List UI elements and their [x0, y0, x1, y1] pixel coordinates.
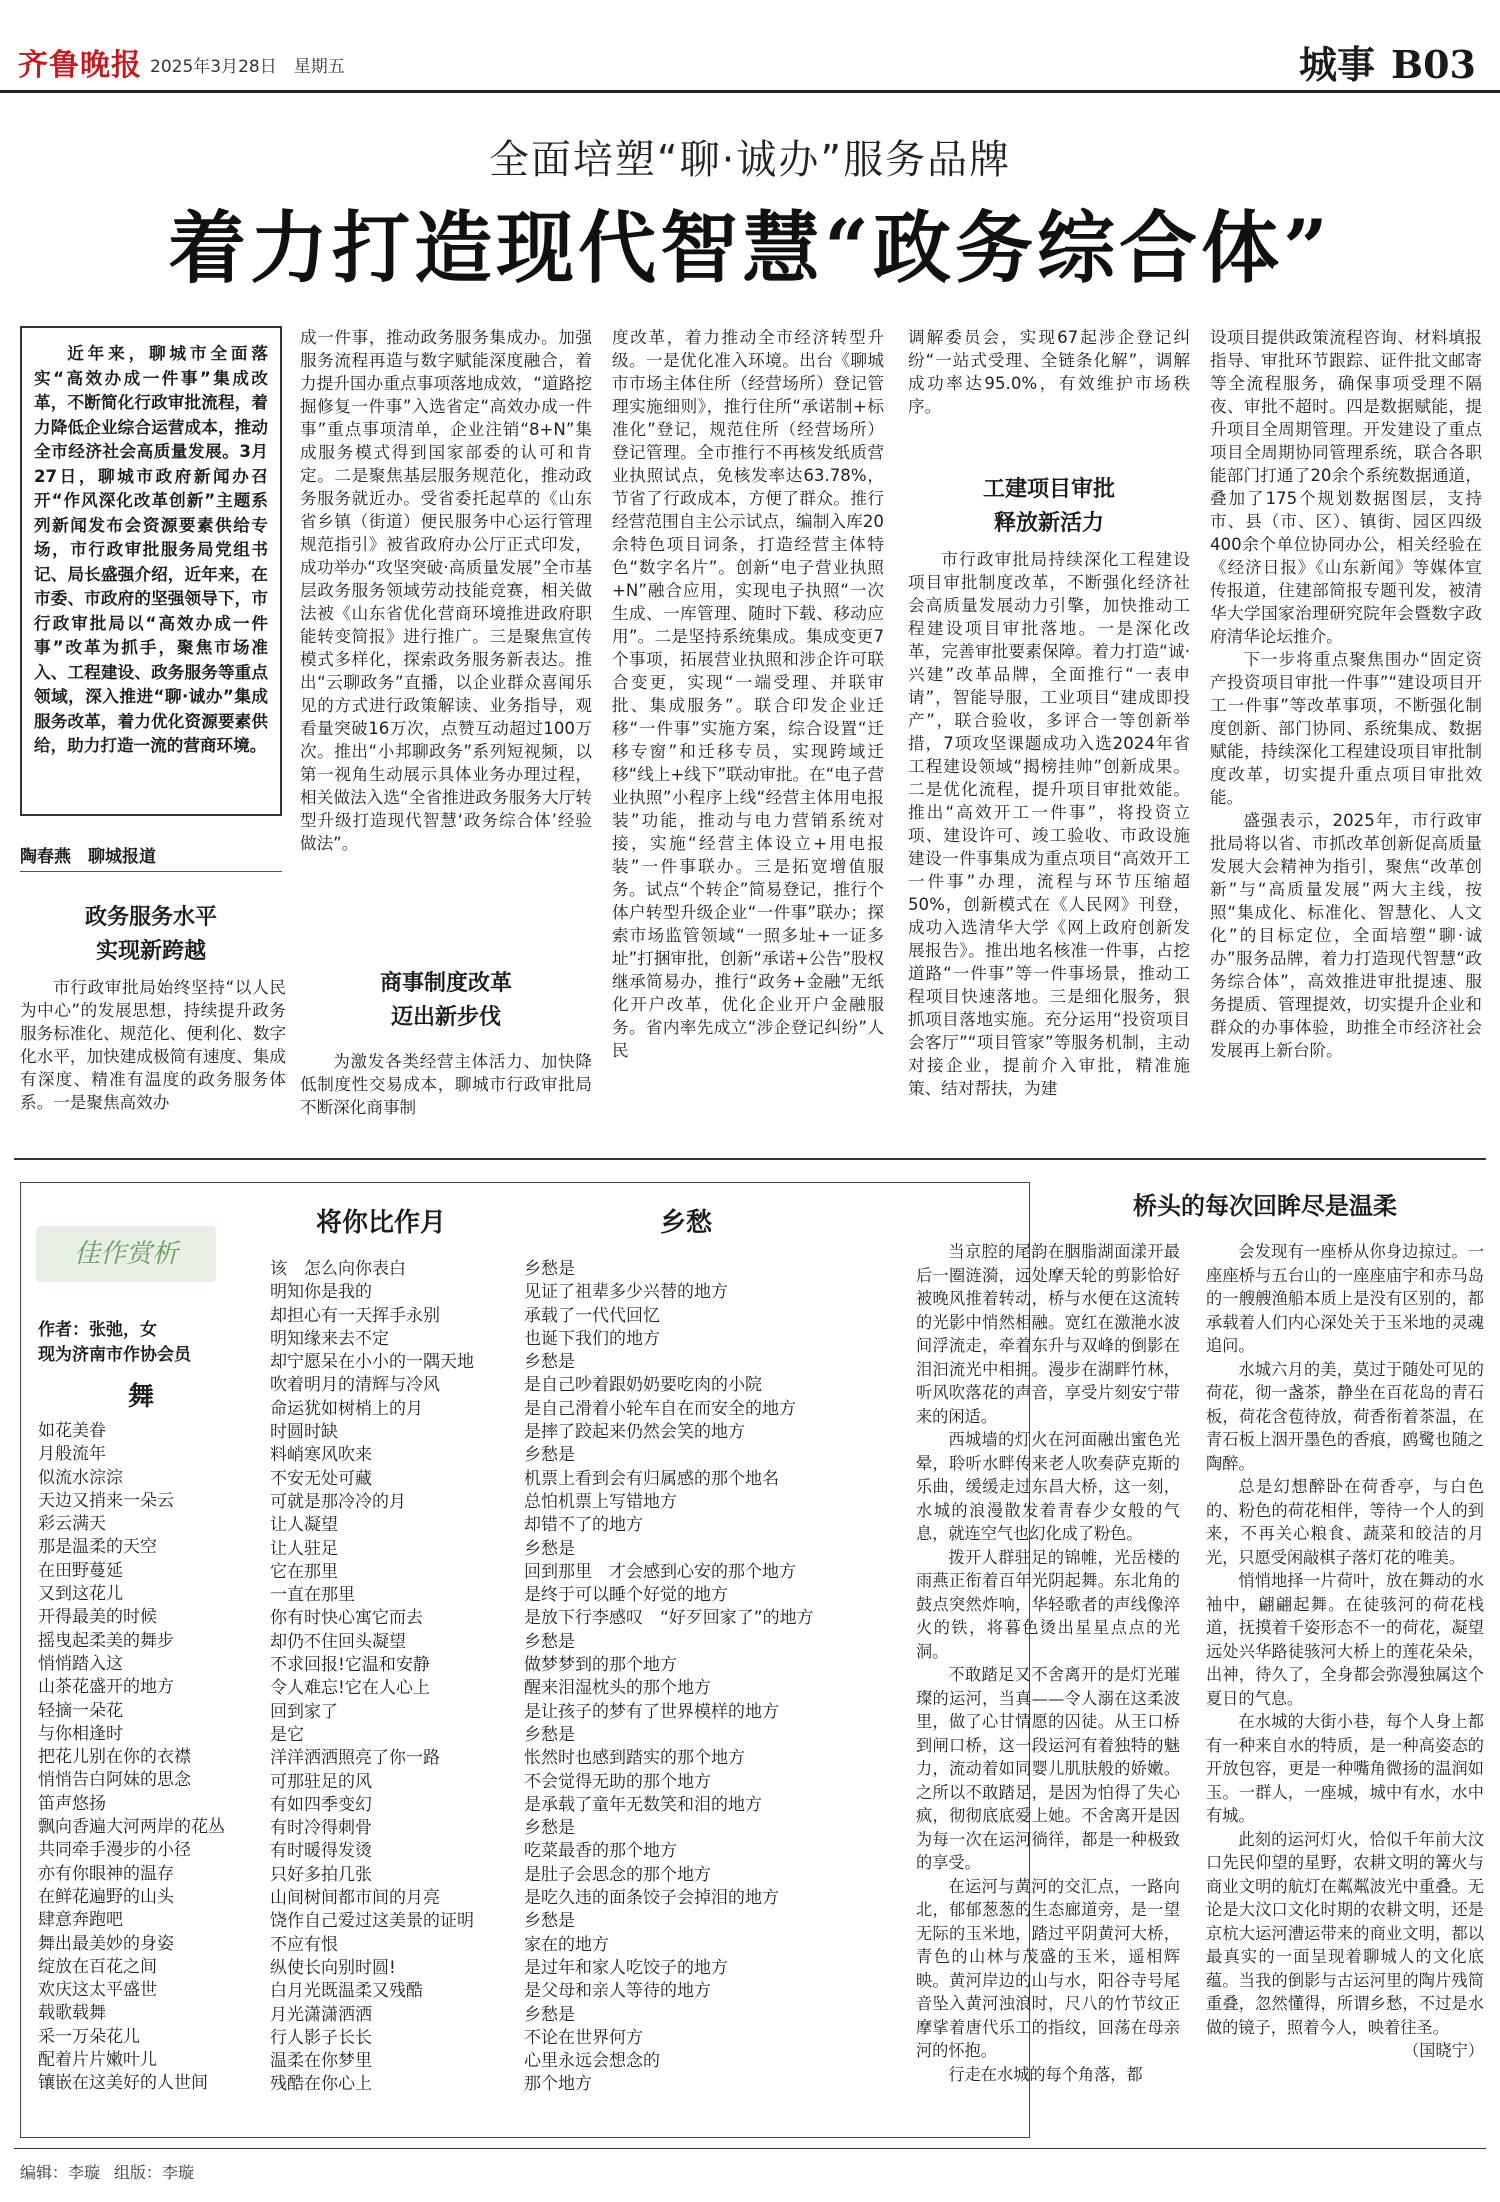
poem-line: 是吃久违的面条饺子会掉泪的地方 — [524, 1888, 779, 1909]
poem-line: 天边又捎来一朵云 — [38, 1490, 174, 1511]
article-column-3 — [612, 326, 884, 1062]
poem-line: 乡愁是 — [524, 1445, 575, 1466]
poem-line: 似流水淙淙 — [38, 1467, 123, 1488]
poem-line: 把花儿别在你的衣襟 — [38, 1747, 191, 1768]
poem-line: 怅然时也感到踏实的那个地方 — [524, 1748, 745, 1769]
article-subtitle: 全面培塑“聊·诚办”服务品牌 — [488, 137, 1012, 183]
poem-line: 明知你是我的 — [270, 1282, 372, 1303]
poem-line: 让人凝望 — [270, 1515, 338, 1536]
paragraph: 会发现有一座桥从你身边掠过。一座座桥与五台山的一座座庙宇和赤马岛的一艘艘渔船本质上是没有区别的，都承载着人们内心深处关于玉米地的灵魂追问。 — [1206, 1242, 1484, 1355]
paragraph: 当京腔的尾韵在胭脂湖面漾开最后一圈涟漪，远处摩天轮的剪影恰好被晚风推着转动，桥与水便在这流转的光影中悄然相融。宽红在激滟水波间浮流走，牵着东升与双峰的倒影在泪汩流光中相拥。漫步在湖畔竹林，听风吹落花的声音，享受片刻安宁带来的闲适。 — [916, 1242, 1180, 1426]
essay-author: （国晓宁） — [1403, 2041, 1484, 2060]
poem-line: 月光潇潇洒洒 — [270, 2004, 372, 2025]
poem-line: 又到这花儿 — [38, 1584, 123, 1605]
article-column-5 — [1210, 326, 1482, 1062]
poem-line: 共同牵手漫步的小径 — [38, 1840, 191, 1861]
poem-line: 乡愁是 — [524, 1818, 575, 1839]
poem-line: 有时冷得刺骨 — [270, 1818, 372, 1839]
poem-line: 山间树间都市间的月亮 — [270, 1888, 440, 1909]
subheading-construction: 工建项目审批 释放新活力 — [982, 476, 1115, 536]
poem-line: 总怕机票上写错地方 — [524, 1491, 677, 1512]
poem-line: 见证了祖辈多少兴替的地方 — [524, 1282, 728, 1303]
poem-line: 时圆时缺 — [270, 1422, 338, 1443]
poem-line: 在鲜花遍野的山头 — [38, 1886, 174, 1907]
poem-line: 是让孩子的梦有了世界模样的地方 — [524, 1701, 779, 1722]
paragraph: 在水城的大街小巷，每个人身上都有一种来自水的特质，是一种高姿态的开放包容，更是一种嘴角微扬的温润如玉。一群人，一座城，城中有水，水中有城。 — [1206, 1712, 1484, 1825]
page-number: B03 — [1391, 42, 1476, 87]
poem-dance — [38, 1420, 278, 2096]
poem-line: 是终于可以睡个好觉的地方 — [524, 1585, 728, 1606]
poem-line: 却宁愿呆在小小的一隅天地 — [270, 1352, 474, 1373]
poem-line: 明知缘来去不定 — [270, 1328, 389, 1349]
poem-line: 配着片片嫩叶儿 — [38, 2050, 157, 2071]
poem-line: 载歌载舞 — [38, 2003, 106, 2024]
essay-title: 桥头的每次回眸尽是温柔 — [1133, 1191, 1397, 1220]
poem-line: 亦有你眼神的温存 — [38, 1863, 174, 1884]
poem-line: 命运犹如树梢上的月 — [270, 1398, 423, 1419]
poem-line: 那个地方 — [524, 2074, 592, 2095]
paragraph: 在运河与黄河的交汇点，一路向北，郁郁葱葱的生态廊道旁，是一望无际的玉米地，踏过平阴黄河大桥，青色的山林与茂盛的玉米，遥相辉映。黄河岸边的山与水，阳谷寺号尾音坠入黄河浊浪时，尺八的竹节纹正摩挲着唐代乐工的指纹，回荡在母亲河的怀抱。 — [916, 1876, 1180, 2060]
poem-line: 只好多拍几张 — [270, 1864, 372, 1885]
subheading-commerce: 商事制度改革 迈出新步伐 — [379, 970, 512, 1030]
poem-line: 月般流年 — [38, 1444, 106, 1465]
poem-moon — [270, 1258, 500, 2097]
poem-line: 乡愁是 — [524, 1631, 575, 1652]
paragraph: 市行政审批局始终坚持“以人民为中心”的发展思想，持续提升政务服务标准化、规范化、便利化、数字化水平，加快建成极简有速度、集成有深度、精准有温度的政务服务体系。一是聚焦高效办 — [20, 978, 286, 1112]
poem-line: 不会觉得无助的那个地方 — [524, 1771, 711, 1792]
poem-line: 却错不了的地方 — [524, 1515, 643, 1536]
poem-line: 你有时快心寓它而去 — [270, 1608, 423, 1629]
paragraph: 此刻的运河灯火，恰似千年前大汶口先民仰望的星野，农耕文明的篝火与商业文明的航灯在粼粼波光中重叠。无论是大汶口文化时期的农耕文明，还是京杭大运河漕运带来的商业文明，都以最真实的一面呈现着聊城人的文化底蕴。当我的倒影与古运河里的陶片残简重叠，忽然懂得，所谓乡愁，不过是水做的镜子，照着今人，映着往圣。 — [1206, 1829, 1484, 2037]
paragraph: 成一件事，推动政务服务集成办。加强服务流程再造与数字赋能深度融合，着力提升国办重点事项落地成效，“道路挖掘修复一件事”入选省定“高效办成一件事”重点事项清单，企业注销“8+N”集成服务模式得到国家部委的认可和肯定。二是聚焦基层服务规范化，推动政务服务就近办。受省委托起草的《山东省乡镇（街道）便民服务中心运行管理规范指引》被省政府办公厅正式印发，成功举办“攻坚突破·高质量发展”全市基层政务服务领域劳动技能竞赛，相关做法被《山东省优化营商环境推进政府职能转变简报》进行推广。三是聚焦宣传模式多样化，探索政务服务新表达。推出“云聊政务”直播，以企业群众喜闻乐见的方式进行政策解读、业务指导，观看量突破16万次，点赞互动超过100万次。推出“小邦聊政务”系列短视频，以第一视角生动展示具体业务办理过程，相关做法入选“全省推进政务服务大厅转型升级打造现代智慧‘政务综合体’经验做法”。 — [300, 328, 592, 853]
poem-line: 不应有恨 — [270, 1934, 338, 1955]
poem-line: 乡愁是 — [524, 1352, 575, 1373]
article-column-4 — [908, 326, 1190, 418]
article-headline: 着力打造现代智慧“政务综合体” — [168, 203, 1332, 294]
poem-line: 是承载了童年无数笑和泪的地方 — [524, 1794, 762, 1815]
poem-line: 是肚子会思念的那个地方 — [524, 1864, 711, 1885]
poem-line: 家在的地方 — [524, 1934, 609, 1955]
poem-line: 回到那里 才会感到心安的那个地方 — [524, 1561, 796, 1582]
poem-line: 是父母和亲人等待的地方 — [524, 1981, 711, 2002]
poem-line: 笛声悠扬 — [38, 1793, 106, 1814]
poem-line: 不安无处可藏 — [270, 1468, 372, 1489]
poem-line: 吹着明月的清辉与冷风 — [270, 1375, 440, 1396]
poem-line: 机票上看到会有归属感的那个地名 — [524, 1468, 779, 1489]
poem-homesick — [524, 1258, 854, 2097]
poem-line: 做梦梦到的那个地方 — [524, 1655, 677, 1676]
poem-title-homesick: 乡愁 — [660, 1208, 713, 1238]
poem-line: 采一万朵花儿 — [38, 2026, 140, 2047]
section-label — [1283, 34, 1476, 89]
poem-line: 乡愁是 — [524, 1724, 575, 1745]
poem-line: 摇曳起柔美的舞步 — [38, 1630, 174, 1651]
poem-line: 那是温柔的天空 — [38, 1537, 157, 1558]
masthead-rule — [0, 90, 1500, 93]
paragraph: 总是幻想醉卧在荷香亭，与白色的、粉色的荷花相伴，等待一个人的到来，不再关心粮食、蔬菜和皎洁的月光，只愿受闲敲棋子落灯花的唯美。 — [1206, 1477, 1484, 1567]
poem-line: 让人驻足 — [270, 1538, 338, 1559]
poem-line: 该 怎么向你表白 — [270, 1259, 406, 1279]
poem-line: 却担心有一天挥手永别 — [270, 1305, 440, 1326]
poem-line: 也诞下我们的地方 — [524, 1328, 660, 1349]
page-footer — [20, 2160, 208, 2183]
paragraph: 拨开人群驻足的锦帷，光岳楼的雨燕正衔着百年光阴起舞。东北角的鼓点突然炸响，华轻歌者的声线像淬火的铁，将暮色烫出星星点点的光洞。 — [916, 1547, 1180, 1661]
poem-line: 不求回报!它温和安静 — [270, 1655, 430, 1676]
poem-line: 是过年和家人吃饺子的地方 — [524, 1957, 728, 1978]
essay-column-1 — [916, 1240, 1180, 2086]
poem-line: 肆意奔跑吧 — [38, 1910, 123, 1931]
poem-line: 乡愁是 — [524, 1538, 575, 1559]
poem-line: 绽放在百花之间 — [38, 1956, 157, 1977]
article-column-4b — [908, 548, 1190, 1100]
paragraph: 悄悄地择一片荷叶，放在舞动的水袖中，翩翩起舞。在徒骇河的荷花栈道，抚摸着千姿形态不一的荷花，凝望远处兴华路徒骇河大桥上的莲花朵朵，出神，待久了，全身都会弥漫独属这个夏日的气息。 — [1206, 1571, 1484, 1708]
poem-line: 有如四季变幻 — [270, 1794, 372, 1815]
paragraph: 市行政审批局持续深化工程建设项目审批制度改革，不断强化经济社会高质量发展动力引擎，加快推动工程建设项目审批落地。一是深化改革，完善审批要素保障。着力打造“诚·兴建”改革品牌，全面推行“一表申请”，智能导服，工业项目“建成即投产”，联合验收，多评合一等创新举措，7项攻坚课题成功入选2024年省工程建设领域“揭榜挂帅”创新成果。二是优化流程，提升项目审批效能。推出“高效开工一件事”，将投资立项、建设许可、竣工验收、市政设施建设一件事集成为重点项目“高效开工一件事”办理，流程与环节压缩超50%，创新模式在《人民网》刊登，成功入选清华大学《网上政府创新发展报告》。推出地名核准一件事，占挖道路“一件事”等一件事场景，推动工程项目快速落地。三是细化服务，狠抓项目落地实施。充分运用“投资项目会客厅”“项目管家”等服务机制，主动对接企业，提前介入审批，精准施策、结对帮扶，为建 — [908, 550, 1190, 1098]
masthead — [0, 0, 1500, 87]
paragraph: 盛强表示，2025年，市行政审批局将以省、市抓改革创新促高质量发展大会精神为指引，聚焦“改革创新”与“高质量发展”两大主线，按照“集成化、标准化、智慧化、人文化”的目标定位，全面培塑“聊·诚办”服务品牌，着力打造现代智慧“政务综合体”，高效推进审批提速、服务提质、管理提效，切实提升企业和群众的办事体验，助推全市经济社会发展再上新台阶。 — [1210, 811, 1482, 1060]
poem-line: 乡愁是 — [524, 2004, 575, 2025]
poem-line: 悄悄告白阿妹的思念 — [38, 1770, 191, 1791]
article-column-1 — [20, 976, 286, 1114]
poem-line: 乡愁是 — [524, 1259, 575, 1279]
poem-line: 一直在那里 — [270, 1585, 355, 1606]
poem-title-moon: 将你比作月 — [316, 1208, 447, 1238]
issue-date: 2025年3月28日 星期五 — [150, 57, 345, 77]
poem-line: 承载了一代代回忆 — [524, 1305, 660, 1326]
paragraph: 为激发各类经营主体活力、加快降低制度性交易成本，聊城市行政审批局不断深化商事制 — [300, 1052, 592, 1117]
paragraph: 西城墙的灯火在河面融出蜜色光晕，聆听水畔传来老人吹奏萨克斯的乐曲，缓缓走过东昌大桥，这一刻，水城的浪漫散发着青春少女般的气息，就连空气也幻化成了粉色。 — [916, 1430, 1180, 1543]
poem-line: 料峭寒风吹来 — [270, 1445, 372, 1466]
section-name: 城事 — [1298, 42, 1375, 87]
poem-line: 残酷在你心上 — [270, 2074, 372, 2095]
poem-line: 令人难忘!它在人心上 — [270, 1678, 430, 1699]
poem-line: 开得最美的时候 — [38, 1607, 157, 1628]
poem-line: 与你相逢时 — [38, 1723, 123, 1744]
poem-line: 可那驻足的风 — [270, 1771, 372, 1792]
poem-line: 飘向香遍大河两岸的花丛 — [38, 1817, 225, 1838]
article-lead — [20, 326, 282, 816]
essay-column-2 — [1206, 1240, 1484, 2063]
poem-line: 白月光既温柔又残酷 — [270, 1981, 423, 2002]
poem-line: 行人影子长长 — [270, 2027, 372, 2048]
editor-credit: 编辑：李璇 — [20, 2163, 101, 2182]
poem-line: 它在那里 — [270, 1561, 338, 1582]
paragraph: 不敢踏足又不舍离开的是灯光璀璨的运河，当真——令人溺在这柔波里，做了心甘情愿的囚徒。从王口桥到闸口桥，这一段运河有着独特的魅力，流动着如同婴儿肌肤般的娇嫩。之所以不敢踏足，是因为怕得了失心疯，彻彻底底爱上她。不舍离开是因为每一次在运河徜徉，都是一种极致的享受。 — [916, 1665, 1180, 1872]
paragraph: 设项目提供政策流程咨询、材料填报指导、审批环节跟踪、证件批文邮寄等全流程服务，确保事项受理不隔夜、审批不超时。四是数据赋能，提升项目全周期管理。开发建设了重点项目全周期协同管理系统，联合各职能部门打通了20余个系统数据通道，叠加了175个规划数据图层，支持市、县（市、区）、镇街、园区四级400余个单位协同办公，相关经验在《经济日报》《山东新闻》等媒体宣传报道，住建部简报专题刊发，被清华大学国家治理研究院年会暨数字政府清华论坛推介。 — [1210, 328, 1482, 646]
poem-line: 是放下行李感叹 “好歹回家了”的地方 — [524, 1608, 814, 1629]
article-column-2b — [300, 1050, 592, 1119]
poem-line: 是自己滑着小轮车自在而安全的地方 — [524, 1398, 796, 1419]
paragraph: 行走在水城的每个角落，都 — [948, 2064, 1143, 2084]
paragraph: 水城六月的美，莫过于随处可见的荷花，彻一盏茶，静坐在百花岛的青石板，荷花含苞待放，荷香衔着茶温，在青石板上洇开墨色的香痕，鸥鹭也随之陶醉。 — [1206, 1359, 1484, 1473]
newspaper-logo: 齐鲁晚报 — [18, 48, 142, 83]
poem-line: 心里永远会想念的 — [524, 2051, 660, 2072]
poem-line: 欢庆这太平盛世 — [38, 1980, 157, 2001]
column-tag: 佳作赏析 — [36, 1226, 216, 1282]
poem-line: 回到家了 — [270, 1701, 338, 1722]
article-column-2 — [300, 326, 592, 855]
poem-line: 是摔了跤起来仍然会笑的地方 — [524, 1422, 745, 1443]
poem-title-dance: 舞 — [128, 1382, 155, 1412]
poem-line: 轻摘一朵花 — [38, 1700, 123, 1721]
poem-line: 舞出最美妙的身姿 — [38, 1933, 174, 1954]
poem-line: 镶嵌在这美好的人世间 — [38, 2073, 208, 2094]
poem-line: 不论在世界何方 — [524, 2027, 643, 2048]
poem-line: 可就是那冷冷的月 — [270, 1491, 406, 1512]
poem-line: 纵使长向别时圆! — [270, 1957, 396, 1978]
poem-line: 在田野蔓延 — [38, 1560, 123, 1581]
lead-text: 近年来，聊城市全面落实“高效办成一件事”集成改革，不断简化行政审批流程，着力降低企业综合运营成本，推动全市经济社会高质量发展。3月27日，聊城市政府新闻办召开“作风深化改革创新”主题系列新闻发布会资源要素供给专场，市行政审批服务局党组书记、局长盛强介绍，近年来，在市委、市政府的坚强领导下，市行政审批局以“高效办成一件事”改革为抓手，聚焦市场准入、工程建设、政务服务等重点领域，深入推进“聊·诚办”集成服务改革，着力优化资源要素供给，助力打造一流的营商环境。 — [34, 344, 268, 755]
poem-line: 是它 — [270, 1724, 304, 1745]
poem-line: 洋洋洒洒照亮了你一路 — [270, 1748, 440, 1769]
poem-line: 山茶花盛开的地方 — [38, 1677, 174, 1698]
poem-line: 悄悄踏入这 — [38, 1653, 123, 1674]
footer-rule — [14, 2148, 1486, 2149]
section-divider — [14, 1158, 1486, 1160]
paragraph: 度改革，着力推动全市经济转型升级。一是优化准入环境。出台《聊城市市场主体住所（经营场所）登记管理实施细则》，推行住所“承诺制+标准化”登记，规范住所（经营场所）登记管理。全市推行不再核发纸质营业执照试点，免核发率达63.78%，节省了行政成本，方便了群众。推行经营范围自主公示试点，编制入库20余特色项目词条，打造经营主体特色“数字名片”。创新“电子营业执照+N”融合应用，实现电子执照“一次生成、一库管理、随时下载、移动应用”。二是坚持系统集成。集成变更7个事项，拓展营业执照和涉企许可联合变更，实现“一端受理、并联审批、集成服务”。联合印发企业迁移“一件事”实施方案，综合设置“迁移专窗”和迁移专员，实现跨域迁移“线上+线下”联动审批。在“电子营业执照”小程序上线“经营主体用电报装”功能，推动与电力营销系统对接，实施“经营主体设立+用电报装”一件事联办。三是拓宽增值服务。试点“个转企”简易登记，推行个体户转型升级企业“一件事”联办；探索市场监管领域“一照多址+一证多址”打捆审批，创新“承诺+公告”股权继承简易办，推行“政务+金融”无纸化开户改革，优化企业开户金融服务。省内率先成立“涉企登记纠纷”人民 — [612, 328, 885, 1060]
poem-line: 有时暖得发烫 — [270, 1841, 372, 1862]
subheading-govservice: 政务服务水平 实现新跨越 — [84, 904, 217, 964]
poem-line: 醒来泪湿枕头的那个地方 — [524, 1678, 711, 1699]
poem-line: 温柔在你梦里 — [270, 2051, 372, 2072]
poem-line: 饶作自己爱过这美景的证明 — [270, 1911, 474, 1932]
poem-line: 如花美眷 — [38, 1421, 106, 1441]
poem-line: 是自己吵着跟奶奶要吃肉的小院 — [524, 1375, 762, 1396]
layout-credit: 组版：李璇 — [114, 2163, 195, 2182]
paragraph: 下一步将重点聚焦围办“固定资产投资项目审批一件事”“建设项目开工一件事”等改革事项，不断强化制度创新、部门协同、系统集成、数据赋能，持续深化工程建设项目审批制度改革，切实提升重点项目审批效能。 — [1210, 650, 1482, 807]
poem-line: 吃菜最香的那个地方 — [524, 1841, 677, 1862]
byline: 陶春燕 聊城报道 — [20, 842, 282, 872]
poem-line: 乡愁是 — [524, 1911, 575, 1932]
poet-info: 作者：张弛，女 现为济南市作协会员 — [38, 1320, 191, 1365]
poem-line: 彩云满天 — [38, 1514, 106, 1535]
poem-line: 却仍不住回头凝望 — [270, 1631, 406, 1652]
paragraph: 调解委员会，实现67起涉企登记纠纷“一站式受理、全链条化解”，调解成功率达95.0%，有效维护市场秩序。 — [908, 328, 1190, 416]
